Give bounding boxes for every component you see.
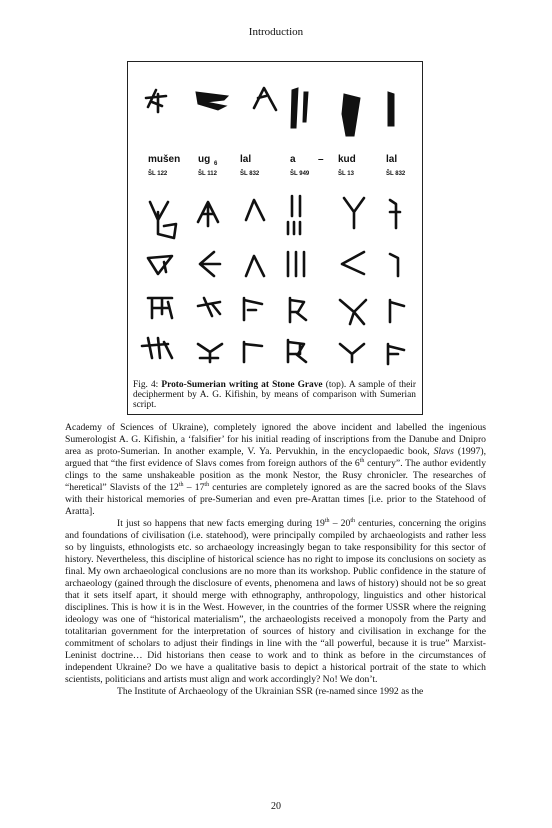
- p1-part-e: centuries are completely ignored as are the sacred books of the Slavs with their historical memories of pre-Sumerian and even pre-Arattan times [i.e. prior to the Statehood of Aratta].: [65, 482, 486, 517]
- glyph-row-3: [148, 252, 398, 276]
- caption-prefix: Fig. 4:: [133, 380, 162, 390]
- label-ug: ug: [198, 154, 211, 165]
- p1-sup-2: th: [178, 481, 184, 488]
- body-text: [65, 422, 486, 698]
- paragraph-1: [65, 422, 486, 518]
- paragraph-2: [65, 518, 486, 686]
- label-ug-subscript: 6: [214, 161, 218, 167]
- label-a: a: [290, 154, 296, 165]
- page-number: 20: [271, 801, 281, 812]
- figure-4: [127, 61, 423, 415]
- caption-title: Proto-Sumerian writing at Stone Grave: [161, 380, 323, 390]
- label-lal: lal: [240, 154, 252, 165]
- ref-122: ŠL 122: [148, 171, 168, 177]
- p2-part-b: – 20: [329, 518, 351, 529]
- caption-rest: (top). A sample of their decipherment by A. G. Kifishin, by means of comparison with Sumerian script.: [133, 380, 416, 410]
- running-header: Introduction: [248, 26, 304, 38]
- p1-part-a: Academy of Sciences of Ukraine), completely ignored the above incident and labelled the ingenious Sumerologist A. G. Kifishin, a ‘falsifier’ for his initial reading of inscriptions from the Danube and Dnipro area as proto-Sumerian. In another example, V. Ya. Pervukhin, in the encyclopaedic book,: [65, 422, 486, 457]
- glyph-row-2: [150, 196, 400, 238]
- p2-part-a: It just so happens that new facts emerging during 19: [117, 518, 325, 529]
- glyph-row-5: [142, 338, 404, 364]
- book-title-slavs: Slavs: [433, 446, 454, 457]
- p1-part-d: – 17: [183, 482, 205, 493]
- glyph-row-4: [148, 298, 404, 324]
- decipherment-labels: [148, 154, 406, 177]
- label-dash: –: [318, 154, 324, 165]
- p1-sup-3: th: [204, 481, 210, 488]
- ref-13: ŠL 13: [338, 171, 354, 177]
- ref-832-2: ŠL 832: [386, 171, 406, 177]
- p1-part-c: century”. The author evidently clings to the same unshakeable position as the monk Nestor, the Rusy chronicler. The researches of “heretical” Slavists of the 12: [65, 458, 487, 493]
- p2-part-c: centuries, concerning the origins and foundations of civilisation (i.e. statehood), were principally compiled by archaeologists and rather less so by linguists, ethnologists etc. so archaeology increasingly began to take responsibility for this sector of history. Nevertheless, this discipline of historical science has no right to impose its conclusions on society as final. My own archaeological conclusions are no more than its workshop. Public confidence in the stature of archaeology (gained through the disclosure of events, phenomena and laws of history) should not be so great that it sets itself apart, it should merge with ethnography, anthropology, linguistics and other historical disciplines. This is how it is in the West. However, in the countries of the former USSR where the reigning ideology was one of “historical materialism”, the archaeologists received a monopoly from the Party and totalitarian government for the interpretation of sources of history and civilisation in exchange for the commitment of scholars to adjust their findings in line with the “all powerful, because it is true” Marxist-Leninist doctrine… Did historians then cease to work and to think as before in the circumstances of independent Ukraine? Do we have a qualitative basis to depict a historical portrait of the state to which scientists, politicians and artists must align and work accordingly? No! We don’t.: [65, 518, 487, 685]
- label-mushen: mušen: [148, 154, 181, 165]
- p1-sup-1: th: [359, 457, 365, 464]
- p1-part-b: (1997), argued that “the first evidence of Slavs comes from foreign authors of the 6: [65, 446, 486, 469]
- ref-112: ŠL 112: [198, 171, 217, 177]
- paragraph-3: The Institute of Archaeology of the Ukrainian SSR (re-named since 1992 as the: [117, 686, 424, 697]
- p2-sup-2: th: [350, 517, 355, 524]
- ref-949: ŠL 949: [290, 171, 310, 177]
- proto-sumerian-glyph-table: [128, 62, 424, 380]
- label-kud: kud: [338, 154, 356, 165]
- p2-sup-1: th: [324, 517, 330, 524]
- figure-caption: [133, 380, 416, 410]
- ref-832: ŠL 832: [240, 171, 260, 177]
- glyph-row-stone: [146, 88, 394, 136]
- label-lal-2: lal: [386, 154, 398, 165]
